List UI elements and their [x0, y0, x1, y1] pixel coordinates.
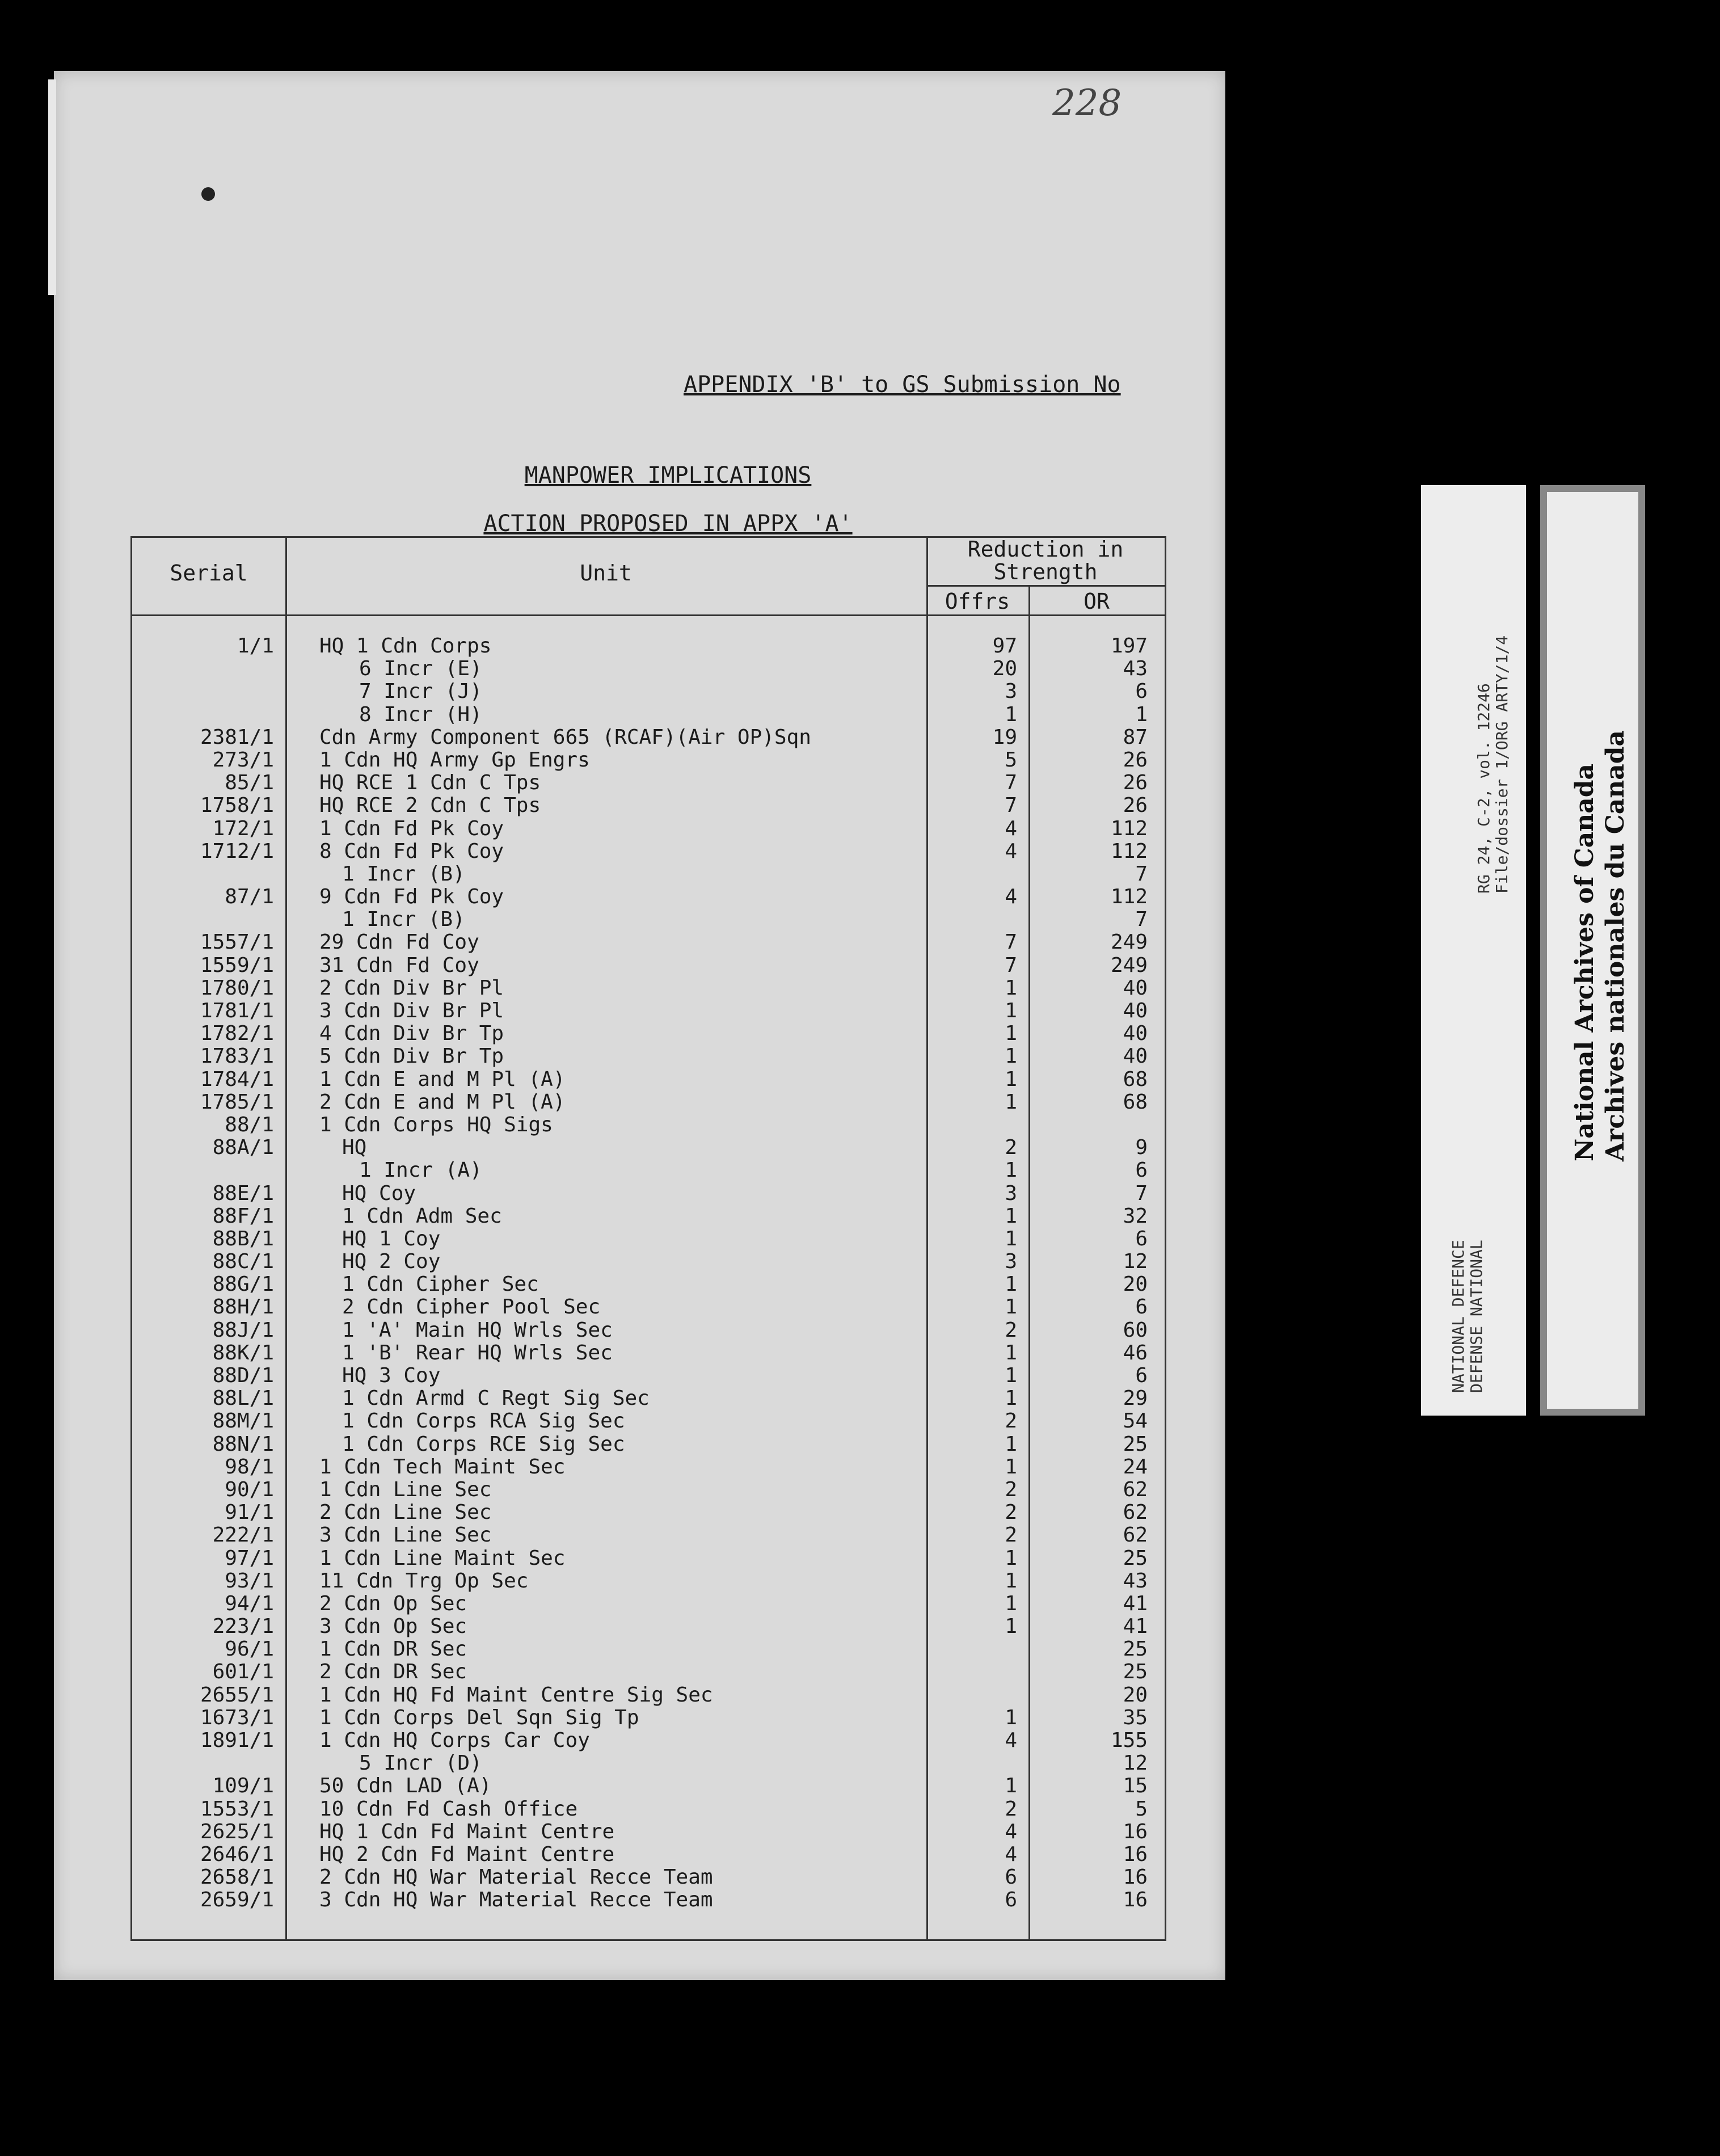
or-cell: 16 [1123, 1888, 1148, 1912]
unit-cell: 1 Incr (B) [342, 862, 465, 886]
serial-cell: 88B/1 [212, 1227, 274, 1250]
unit-cell: 3 Cdn Op Sec [319, 1615, 467, 1639]
serial-cell: 88L/1 [212, 1387, 274, 1410]
table-row [132, 817, 1165, 840]
offrs-cell: 1 [1005, 1774, 1017, 1798]
offrs-cell: 1 [1005, 999, 1017, 1022]
offrs-cell: 1 [1005, 1045, 1017, 1068]
header-offrs: Offrs [945, 589, 1010, 614]
punch-hole [201, 187, 215, 201]
unit-cell: 5 Incr (D) [359, 1751, 482, 1775]
unit-cell: 1 Incr (B) [342, 908, 465, 932]
defence-label-line2: DEFENSE NATIONAL [1467, 1240, 1486, 1393]
unit-cell: 1 Cdn HQ Corps Car Coy [319, 1729, 590, 1752]
offrs-cell: 3 [1005, 680, 1017, 704]
or-cell: 7 [1135, 908, 1148, 932]
offrs-cell: 1 [1005, 1273, 1017, 1296]
unit-cell: 1 'A' Main HQ Wrls Sec [342, 1318, 613, 1342]
offrs-cell: 1 [1005, 1159, 1017, 1182]
table-row [132, 1706, 1165, 1729]
table-row [132, 908, 1165, 930]
serial-cell: 1781/1 [200, 999, 274, 1022]
table-row [132, 1295, 1165, 1318]
table-row [132, 1569, 1165, 1592]
serial-cell: 222/1 [212, 1523, 274, 1547]
or-cell: 6 [1135, 1227, 1148, 1250]
header-reduction-line2: Strength [993, 559, 1098, 584]
offrs-cell: 7 [1005, 930, 1017, 954]
or-cell: 112 [1110, 816, 1148, 840]
subheader-divider [926, 585, 1165, 587]
unit-cell: HQ 1 Cdn Corps [319, 634, 492, 658]
or-cell: 112 [1110, 839, 1148, 863]
serial-cell: 109/1 [212, 1774, 274, 1798]
offrs-cell: 3 [1005, 1250, 1017, 1274]
unit-cell: HQ 2 Cdn Fd Maint Centre [319, 1842, 615, 1866]
serial-cell: 88A/1 [212, 1136, 274, 1160]
serial-cell: 1782/1 [200, 1022, 274, 1046]
table-row [132, 1615, 1165, 1637]
unit-cell: 1 Cdn Cipher Sec [342, 1273, 539, 1296]
table-row [132, 976, 1165, 999]
header-unit: Unit [580, 561, 632, 586]
offrs-cell: 1 [1005, 1022, 1017, 1046]
or-cell: 20 [1123, 1273, 1148, 1296]
or-cell: 20 [1123, 1683, 1148, 1707]
reference-line2: File/dossier 1/ORG ARTY/1/4 [1493, 635, 1511, 894]
table-row [132, 1136, 1165, 1159]
serial-cell: 1784/1 [200, 1067, 274, 1091]
unit-cell: 3 Cdn Div Br Pl [319, 999, 504, 1022]
table-row [132, 1409, 1165, 1432]
unit-cell: 1 'B' Rear HQ Wrls Sec [342, 1341, 613, 1365]
or-cell: 43 [1123, 657, 1148, 681]
serial-cell: 1783/1 [200, 1045, 274, 1068]
table-row [132, 794, 1165, 816]
unit-cell: 1 Cdn Corps Del Sqn Sig Tp [319, 1706, 639, 1729]
unit-cell: 1 Incr (A) [359, 1159, 482, 1182]
manpower-table [130, 536, 1166, 1941]
header-reduction-line1: Reduction in [967, 537, 1124, 562]
offrs-cell: 7 [1005, 771, 1017, 795]
offrs-cell: 1 [1005, 1591, 1017, 1615]
serial-cell: 1785/1 [200, 1090, 274, 1114]
offrs-cell: 2 [1005, 1409, 1017, 1433]
unit-cell: 1 Cdn DR Sec [319, 1637, 467, 1661]
serial-cell: 1673/1 [200, 1706, 274, 1729]
table-row [132, 954, 1165, 976]
or-cell: 249 [1110, 953, 1148, 977]
unit-cell: 2 Cdn DR Sec [319, 1660, 467, 1684]
table-row [132, 1637, 1165, 1660]
offrs-cell: 1 [1005, 1067, 1017, 1091]
unit-cell: HQ 3 Coy [342, 1364, 441, 1387]
table-row [132, 862, 1165, 885]
unit-cell: 1 Cdn Corps HQ Sigs [319, 1113, 553, 1136]
or-cell: 12 [1123, 1250, 1148, 1274]
unit-cell: 50 Cdn LAD (A) [319, 1774, 492, 1798]
offrs-cell: 1 [1005, 1432, 1017, 1456]
unit-cell: 1 Cdn HQ Army Gp Engrs [319, 748, 590, 772]
table-row [132, 1433, 1165, 1455]
unit-cell: 1 Cdn Armd C Regt Sig Sec [342, 1387, 650, 1410]
table-row [132, 1843, 1165, 1866]
or-cell: 62 [1123, 1523, 1148, 1547]
or-cell: 24 [1123, 1455, 1148, 1479]
serial-cell: 2646/1 [200, 1842, 274, 1866]
offrs-cell: 1 [1005, 1615, 1017, 1639]
unit-cell: 29 Cdn Fd Coy [319, 930, 479, 954]
serial-cell: 97/1 [225, 1546, 274, 1570]
header-or: OR [1084, 589, 1110, 614]
serial-cell: 172/1 [212, 816, 274, 840]
table-row [132, 930, 1165, 953]
document-subtitle: ACTION PROPOSED IN APPX 'A' [483, 511, 853, 537]
table-row [132, 1227, 1165, 1250]
offrs-cell: 2 [1005, 1501, 1017, 1525]
offrs-cell: 6 [1005, 1888, 1017, 1912]
header-serial: Serial [170, 561, 248, 586]
unit-cell: 2 Cdn Div Br Pl [319, 976, 504, 1000]
offrs-cell: 2 [1005, 1477, 1017, 1501]
offrs-cell: 7 [1005, 953, 1017, 977]
table-row [132, 657, 1165, 680]
offrs-cell: 1 [1005, 1364, 1017, 1387]
table-row [132, 1820, 1165, 1843]
unit-cell: 3 Cdn Line Sec [319, 1523, 492, 1547]
table-row [132, 1341, 1165, 1364]
unit-cell: 8 Cdn Fd Pk Coy [319, 839, 504, 863]
unit-cell: HQ 2 Coy [342, 1250, 441, 1274]
serial-cell: 1557/1 [200, 930, 274, 954]
or-cell: 155 [1110, 1729, 1148, 1752]
unit-cell: 5 Cdn Div Br Tp [319, 1045, 504, 1068]
or-cell: 62 [1123, 1477, 1148, 1501]
offrs-cell: 5 [1005, 748, 1017, 772]
table-row [132, 1022, 1165, 1045]
serial-cell: 223/1 [212, 1615, 274, 1639]
table-row [132, 1159, 1165, 1181]
table-row [132, 1478, 1165, 1501]
unit-cell: HQ 1 Cdn Fd Maint Centre [319, 1820, 615, 1843]
table-row [132, 1068, 1165, 1090]
table-row [132, 726, 1165, 748]
serial-cell: 1780/1 [200, 976, 274, 1000]
serial-cell: 2381/1 [200, 725, 274, 749]
offrs-cell: 4 [1005, 1820, 1017, 1843]
or-cell: 6 [1135, 680, 1148, 704]
or-cell: 35 [1123, 1706, 1148, 1729]
offrs-cell: 4 [1005, 885, 1017, 909]
serial-cell: 88G/1 [212, 1273, 274, 1296]
offrs-cell: 3 [1005, 1181, 1017, 1205]
defence-label-line1: NATIONAL DEFENCE [1449, 1240, 1468, 1393]
offrs-cell: 1 [1005, 1204, 1017, 1228]
national-archives-label [1570, 730, 1631, 1161]
unit-cell: 1 Cdn Adm Sec [342, 1204, 502, 1228]
or-cell: 249 [1110, 930, 1148, 954]
unit-cell: 2 Cdn E and M Pl (A) [319, 1090, 566, 1114]
serial-cell: 88M/1 [212, 1409, 274, 1433]
offrs-cell: 1 [1005, 1295, 1017, 1319]
serial-cell: 601/1 [212, 1660, 274, 1684]
or-cell: 6 [1135, 1159, 1148, 1182]
serial-cell: 88E/1 [212, 1181, 274, 1205]
document-title: MANPOWER IMPLICATIONS [524, 462, 812, 489]
offrs-cell: 1 [1005, 1546, 1017, 1570]
or-cell: 7 [1135, 1181, 1148, 1205]
table-row [132, 840, 1165, 862]
or-cell: 46 [1123, 1341, 1148, 1365]
unit-cell: HQ RCE 2 Cdn C Tps [319, 794, 541, 818]
or-cell: 6 [1135, 1295, 1148, 1319]
offrs-cell: 2 [1005, 1797, 1017, 1821]
document-page [54, 71, 1225, 1980]
or-cell: 40 [1123, 999, 1148, 1022]
offrs-cell: 6 [1005, 1866, 1017, 1889]
or-cell: 7 [1135, 862, 1148, 886]
table-row [132, 1364, 1165, 1387]
or-cell: 197 [1110, 634, 1148, 658]
table-body [132, 634, 1165, 1911]
serial-cell: 85/1 [225, 771, 274, 795]
offrs-cell: 1 [1005, 976, 1017, 1000]
offrs-cell: 1 [1005, 1569, 1017, 1593]
or-cell: 41 [1123, 1615, 1148, 1639]
table-row [132, 1455, 1165, 1478]
table-row [132, 1547, 1165, 1569]
unit-cell: 2 Cdn Op Sec [319, 1591, 467, 1615]
record-group-reference [1475, 635, 1511, 894]
table-row [132, 1501, 1165, 1523]
or-cell: 1 [1135, 702, 1148, 726]
unit-cell: 1 Cdn Line Maint Sec [319, 1546, 566, 1570]
serial-cell: 1559/1 [200, 953, 274, 977]
unit-cell: 1 Cdn Fd Pk Coy [319, 816, 504, 840]
header-divider [132, 614, 1165, 616]
table-row [132, 1250, 1165, 1273]
unit-cell: HQ [342, 1136, 367, 1160]
or-cell: 16 [1123, 1842, 1148, 1866]
or-cell: 62 [1123, 1501, 1148, 1525]
unit-cell: 2 Cdn Cipher Pool Sec [342, 1295, 601, 1319]
or-cell: 40 [1123, 1045, 1148, 1068]
or-cell: 87 [1123, 725, 1148, 749]
paper-edge [48, 79, 56, 295]
or-cell: 43 [1123, 1569, 1148, 1593]
table-row [132, 1387, 1165, 1409]
serial-cell: 87/1 [225, 885, 274, 909]
or-cell: 26 [1123, 748, 1148, 772]
or-cell: 6 [1135, 1364, 1148, 1387]
serial-cell: 88H/1 [212, 1295, 274, 1319]
table-row [132, 1797, 1165, 1820]
table-row [132, 1182, 1165, 1205]
or-cell: 26 [1123, 794, 1148, 818]
offrs-cell: 4 [1005, 1729, 1017, 1752]
table-row [132, 1113, 1165, 1136]
offrs-cell: 2 [1005, 1136, 1017, 1160]
offrs-cell: 7 [1005, 794, 1017, 818]
offrs-cell: 19 [992, 725, 1017, 749]
handwritten-page-number: 228 [1052, 82, 1122, 124]
serial-cell: 2625/1 [200, 1820, 274, 1843]
table-row [132, 999, 1165, 1022]
serial-cell: 88J/1 [212, 1318, 274, 1342]
table-row [132, 1888, 1165, 1911]
or-cell: 5 [1135, 1797, 1148, 1821]
table-row [132, 1683, 1165, 1706]
serial-cell: 273/1 [212, 748, 274, 772]
or-cell: 26 [1123, 771, 1148, 795]
unit-cell: 9 Cdn Fd Pk Coy [319, 885, 504, 909]
serial-cell: 98/1 [225, 1455, 274, 1479]
table-row [132, 1774, 1165, 1797]
serial-cell: 90/1 [225, 1477, 274, 1501]
header-reduction [926, 538, 1165, 583]
offrs-cell: 20 [992, 657, 1017, 681]
unit-cell: 1 Cdn HQ Fd Maint Centre Sig Sec [319, 1683, 713, 1707]
table-row [132, 1523, 1165, 1546]
table-row [132, 748, 1165, 771]
offrs-cell: 4 [1005, 1842, 1017, 1866]
archive-reference-strip [1421, 485, 1526, 1416]
unit-cell: HQ 1 Coy [342, 1227, 441, 1250]
offrs-cell: 1 [1005, 1341, 1017, 1365]
serial-cell: 96/1 [225, 1637, 274, 1661]
table-row [132, 1045, 1165, 1067]
offrs-cell: 2 [1005, 1318, 1017, 1342]
or-cell: 25 [1123, 1660, 1148, 1684]
table-row [132, 1729, 1165, 1751]
offrs-cell: 1 [1005, 1387, 1017, 1410]
or-cell: 40 [1123, 976, 1148, 1000]
offrs-cell: 2 [1005, 1523, 1017, 1547]
unit-cell: Cdn Army Component 665 (RCAF)(Air OP)Sqn [319, 725, 811, 749]
serial-cell: 88D/1 [212, 1364, 274, 1387]
unit-cell: HQ RCE 1 Cdn C Tps [319, 771, 541, 795]
table-row [132, 1866, 1165, 1888]
table-row [132, 1319, 1165, 1341]
or-cell: 15 [1123, 1774, 1148, 1798]
offrs-cell: 97 [992, 634, 1017, 658]
unit-cell: 6 Incr (E) [359, 657, 482, 681]
serial-cell: 93/1 [225, 1569, 274, 1593]
offrs-cell: 1 [1005, 702, 1017, 726]
unit-cell: 7 Incr (J) [359, 680, 482, 704]
unit-cell: HQ Coy [342, 1181, 416, 1205]
or-cell: 25 [1123, 1637, 1148, 1661]
unit-cell: 8 Incr (H) [359, 702, 482, 726]
unit-cell: 1 Cdn Corps RCA Sig Sec [342, 1409, 625, 1433]
or-cell: 12 [1123, 1751, 1148, 1775]
serial-cell: 2658/1 [200, 1866, 274, 1889]
unit-cell: 31 Cdn Fd Coy [319, 953, 479, 977]
table-row [132, 1592, 1165, 1615]
serial-cell: 2659/1 [200, 1888, 274, 1912]
or-cell: 60 [1123, 1318, 1148, 1342]
unit-cell: 1 Cdn E and M Pl (A) [319, 1067, 566, 1091]
or-cell: 16 [1123, 1820, 1148, 1843]
unit-cell: 1 Cdn Line Sec [319, 1477, 492, 1501]
serial-cell: 1/1 [237, 634, 274, 658]
serial-cell: 1891/1 [200, 1729, 274, 1752]
serial-cell: 88N/1 [212, 1432, 274, 1456]
unit-cell: 10 Cdn Fd Cash Office [319, 1797, 578, 1821]
unit-cell: 11 Cdn Trg Op Sec [319, 1569, 529, 1593]
table-row [132, 703, 1165, 726]
unit-cell: 2 Cdn Line Sec [319, 1501, 492, 1525]
serial-cell: 88C/1 [212, 1250, 274, 1274]
unit-cell: 4 Cdn Div Br Tp [319, 1022, 504, 1046]
or-cell: 9 [1135, 1136, 1148, 1160]
table-row [132, 1660, 1165, 1683]
serial-cell: 88/1 [225, 1113, 274, 1136]
serial-cell: 1553/1 [200, 1797, 274, 1821]
offrs-cell: 1 [1005, 1090, 1017, 1114]
appendix-heading: APPENDIX 'B' to GS Submission No [684, 372, 1121, 398]
or-cell: 25 [1123, 1546, 1148, 1570]
table-row [132, 771, 1165, 794]
or-cell: 41 [1123, 1591, 1148, 1615]
or-cell: 112 [1110, 885, 1148, 909]
archives-line1: National Archives of Canada [1570, 763, 1599, 1161]
or-cell: 40 [1123, 1022, 1148, 1046]
offrs-cell: 4 [1005, 839, 1017, 863]
unit-cell: 3 Cdn HQ War Material Recce Team [319, 1888, 713, 1912]
serial-cell: 94/1 [225, 1591, 274, 1615]
offrs-cell: 4 [1005, 816, 1017, 840]
serial-cell: 88K/1 [212, 1341, 274, 1365]
or-cell: 25 [1123, 1432, 1148, 1456]
serial-cell: 88F/1 [212, 1204, 274, 1228]
offrs-cell: 1 [1005, 1455, 1017, 1479]
table-row [132, 1205, 1165, 1227]
national-defence-label [1449, 1240, 1486, 1393]
serial-cell: 1758/1 [200, 794, 274, 818]
national-archives-strip [1540, 485, 1645, 1416]
table-row [132, 634, 1165, 657]
unit-cell: 2 Cdn HQ War Material Recce Team [319, 1866, 713, 1889]
unit-cell: 1 Cdn Tech Maint Sec [319, 1455, 566, 1479]
or-cell: 29 [1123, 1387, 1148, 1410]
serial-cell: 2655/1 [200, 1683, 274, 1707]
or-cell: 54 [1123, 1409, 1148, 1433]
serial-cell: 91/1 [225, 1501, 274, 1525]
archives-line2: Archives nationales du Canada [1601, 730, 1630, 1161]
or-cell: 32 [1123, 1204, 1148, 1228]
table-row [132, 1090, 1165, 1113]
offrs-cell: 1 [1005, 1706, 1017, 1729]
unit-cell: 1 Cdn Corps RCE Sig Sec [342, 1432, 625, 1456]
serial-cell: 1712/1 [200, 839, 274, 863]
table-row [132, 1273, 1165, 1295]
table-row [132, 1751, 1165, 1774]
offrs-cell: 1 [1005, 1227, 1017, 1250]
table-row [132, 885, 1165, 908]
or-cell: 68 [1123, 1067, 1148, 1091]
reference-line1: RG 24, C-2, vol. 12246 [1474, 683, 1493, 894]
or-cell: 16 [1123, 1866, 1148, 1889]
table-row [132, 680, 1165, 702]
or-cell: 68 [1123, 1090, 1148, 1114]
